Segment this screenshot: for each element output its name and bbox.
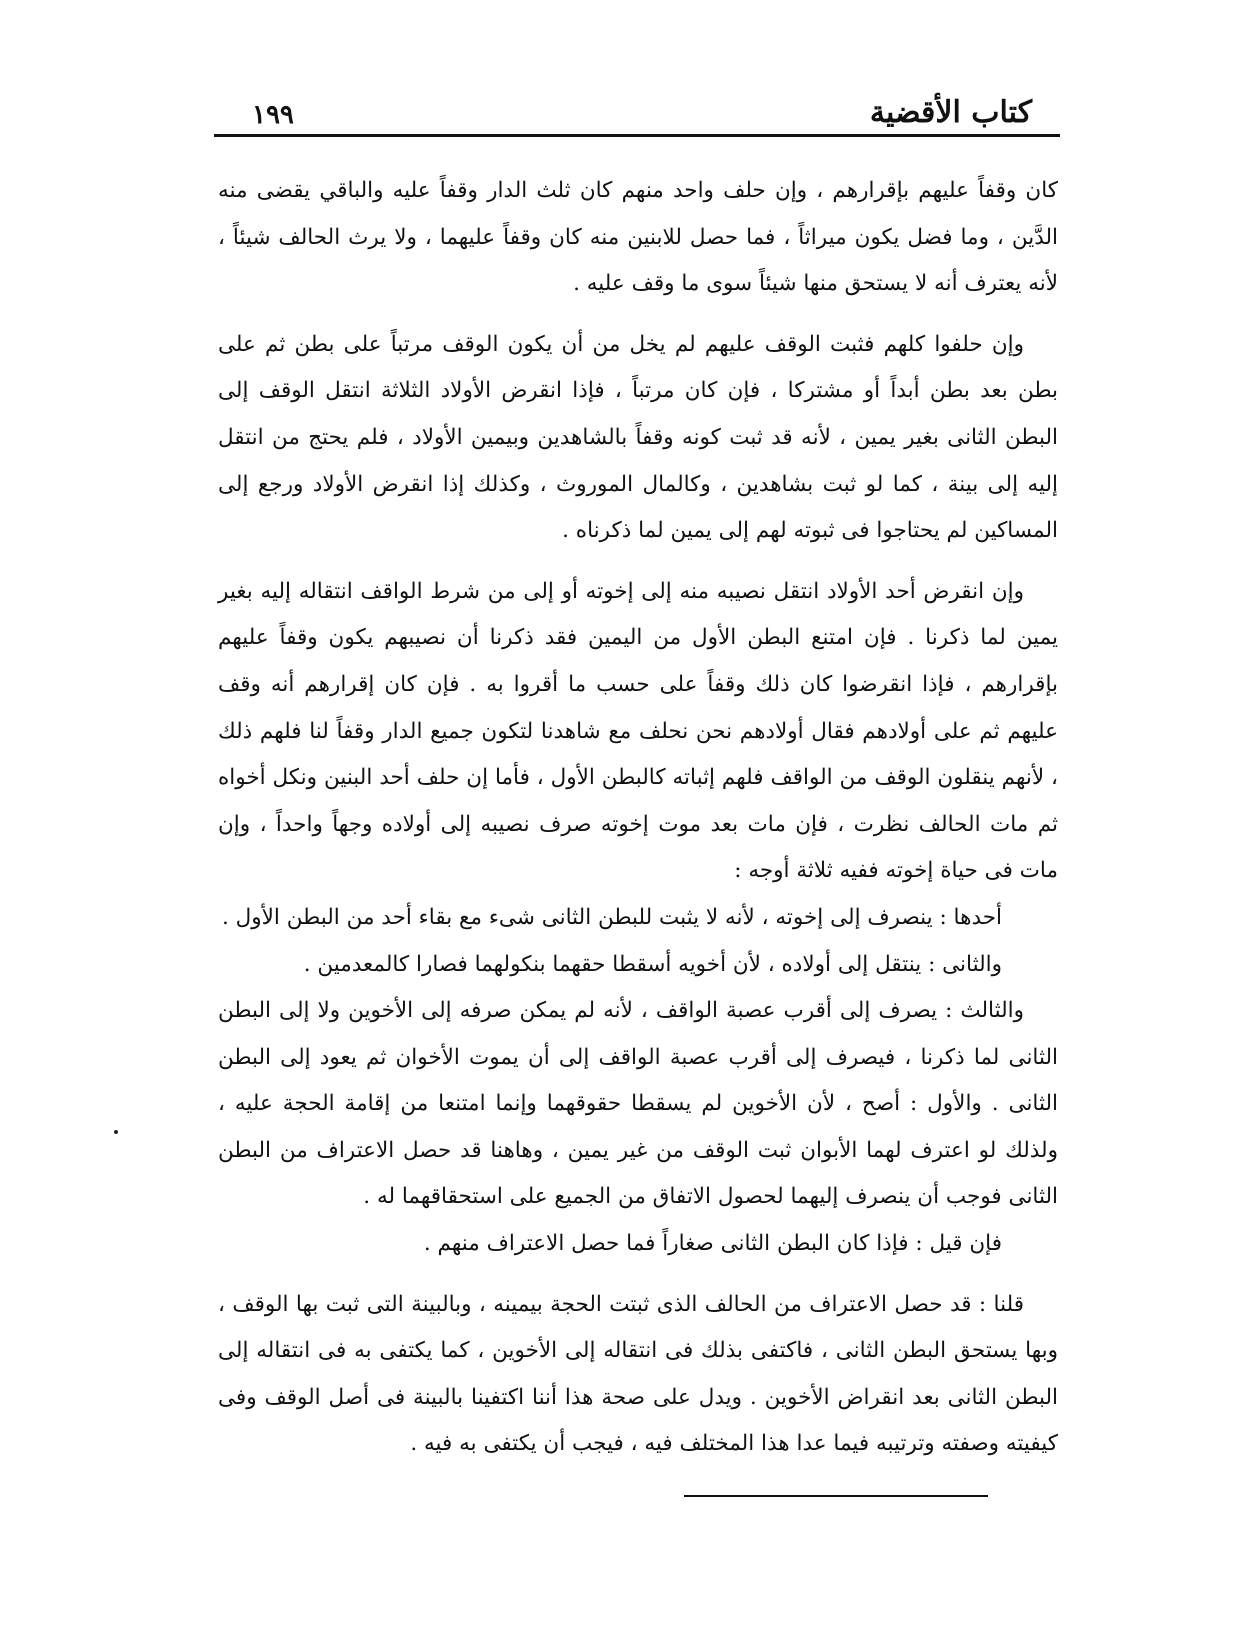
footer-rule [684,1495,988,1497]
paragraph-3: وإن انقرض أحد الأولاد انتقل نصيبه منه إلى إخوته أو إلى من شرط الواقف انتقاله إليه بغير يمين لما ذكرنا . فإن امتنع البطن الأول من اليمين فقد ذكرنا أن نصيبهم يكون وقفاً عليهم بإقرارهم ، فإذا انقرضوا كان ذلك وقفاً على حسب ما أقروا به . فإن كان إقرارهم أنه وقف عليهم ثم على أولادهم فقال أولادهم نحن نحلف مع شاهدنا لتكون جميع الدار وقفاً لنا فلهم ذلك ، لأنهم ينقلون الوقف من الواقف فلهم إثباته كالبطن الأول ، فأما إن حلف أحد البنين ونكل أخواه ثم مات الحالف نظرت ، فإن مات بعد موت إخوته صرف نصيبه إلى أولاده وجهاً واحداً ، وإن مات فى حياة إخوته ففيه ثلاثة أوجه : [218,578,1058,884]
paragraph-5: والثانى : ينتقل إلى أولاده ، لأن أخويه أسقطا حقهما بنكولهما فصارا كالمعدمين . [303,951,1002,977]
paragraph-8: قلنا : قد حصل الاعتراف من الحالف الذى ثبتت الحجة بيمينه ، وبالبينة التى ثبت بها الوقف ، وبها يستحق البطن الثانى ، فاكتفى بذلك فى انتقاله إلى الأخوين ، كما يكتفى به فى انتقاله إلى البطن الثانى بعد انقراض الأخوين . ويدل على صحة هذا أننا اكتفينا بالبينة فى أصل الوقف وفى كيفيته وصفته وترتيبه فيما عدا هذا المختلف فيه ، فيجب أن يكتفى به فيه . [218,1291,1058,1457]
page-header [252,86,1032,130]
running-title: كتاب الأقضية [869,95,1032,130]
paragraph-6: والثالث : يصرف إلى أقرب عصبة الواقف ، لأنه لم يمكن صرفه إلى الأخوين ولا إلى البطن الثانى لما ذكرنا ، فيصرف إلى أقرب عصبة الواقف إلى أن يموت الأخوان ثم يعود إلى البطن الثانى . والأول : أصح ، لأن الأخوين لم يسقطا حقوقهما وإنما امتنعا من إقامة الحجة عليه ، ولذلك لو اعترف لهما الأبوان ثبت الوقف من غير يمين ، وهاهنا قد حصل الاعتراف من البطن الثانى فوجب أن ينصرف إليهما لحصول الاتفاق من الجميع على استحقاقهما له . [218,998,1058,1210]
paragraph-4: أحدها : ينصرف إلى إخوته ، لأنه لا يثبت للبطن الثانى شىء مع بقاء أحد من البطن الأول . [221,904,1002,930]
paragraph-7: فإن قيل : فإذا كان البطن الثانى صغاراً فما حصل الاعتراف منهم . [423,1231,1002,1257]
page-body [218,168,1058,1468]
scan-speck [114,1130,118,1134]
header-rule [214,134,1060,137]
page-number: ١٩٩ [252,100,294,130]
paragraph-2: وإن حلفوا كلهم فثبت الوقف عليهم لم يخل من أن يكون الوقف مرتباً على بطن ثم على بطن بعد بطن أبداً أو مشتركا ، فإن كان مرتباً ، فإذا انقرض الأولاد الثلاثة انتقل الوقف إلى البطن الثانى بغير يمين ، لأنه قد ثبت كونه وقفاً بالشاهدين وبيمين الأولاد ، فلم يحتج من انتقل إليه إلى بينة ، كما لو ثبت بشاهدين ، وكالمال الموروث ، وكذلك إذا انقرض الأولاد ورجع إلى المساكين لم يحتاجوا فى ثبوته لهم إلى يمين لما ذكرناه . [218,331,1058,544]
paragraph-1: كان وقفاً عليهم بإقرارهم ، وإن حلف واحد منهم كان ثلث الدار وقفاً عليه والباقي يقضى منه الدَّين ، وما فضل يكون ميراثاً ، فما حصل للابنين منه كان وقفاً عليهما ، ولا يرث الحالف شيئاً ، لأنه يعترف أنه لا يستحق منها شيئاً سوى ما وقف عليه . [218,178,1058,297]
